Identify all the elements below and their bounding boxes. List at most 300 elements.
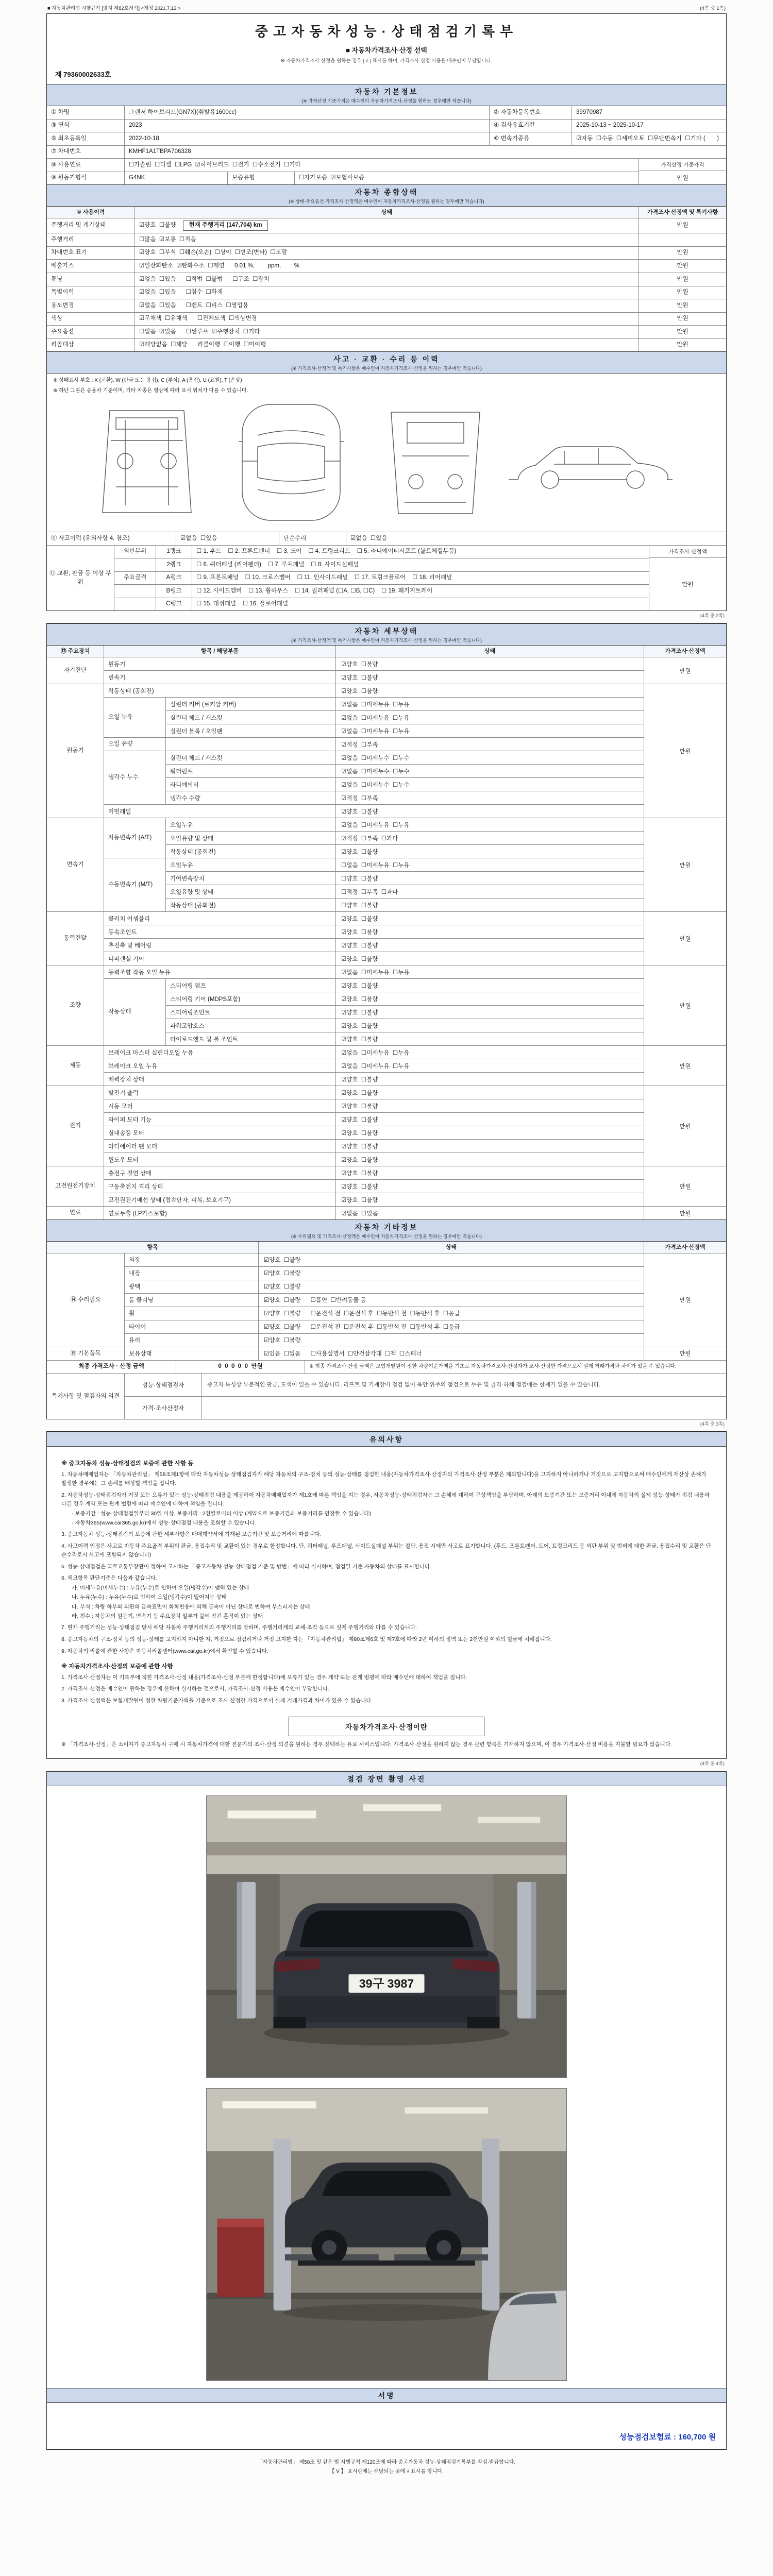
final-price-row	[47, 1360, 726, 1374]
overall-row	[47, 246, 726, 260]
other-group	[47, 1347, 726, 1360]
detail-item-state: ☑양호 ☐불량	[341, 1157, 378, 1163]
overall-row-state	[135, 313, 638, 326]
overall-state-text: ☑해당없음 ☐해당 리콜이행 ☐이행 ☐미이행	[139, 342, 266, 348]
notice-subitem-text: 가. 미세누유(미세누수) : 누유(누수)로 인하여 오일(냉각수)이 맺혀 있는 상태	[72, 1585, 249, 1591]
overall-row-price: 만원	[638, 247, 726, 260]
detail-row	[166, 764, 644, 777]
overall-state-text: ☑양호 ☐불량	[139, 222, 176, 229]
detail-row	[166, 818, 644, 831]
detail-item-state: ☑양호 ☐불량	[341, 1103, 378, 1110]
detail-group-price: 만원	[644, 1046, 726, 1086]
base-price-value: 만원	[677, 175, 688, 182]
detail-row	[104, 1139, 644, 1153]
opinion-inspector-label: 성능·상태점검자	[125, 1374, 202, 1396]
overall-condition-table	[47, 207, 726, 351]
car-top-view-diagram	[214, 399, 368, 526]
detail-group	[47, 911, 726, 965]
other-subgroup	[125, 1347, 644, 1360]
notice-item	[61, 1673, 712, 1682]
overall-row-label: 리콜대상	[51, 342, 74, 348]
overall-row-price: 만원	[638, 299, 726, 312]
other-item-state: ☑양호 ☐불량	[264, 1270, 301, 1277]
section-basic-info-note: (※ 가격산정 기준가격은 매수인이 자동차가격조사·산정을 원하는 경우에만 적습니다)	[301, 98, 472, 104]
detail-item-state: ☑양호 ☐불량	[341, 1143, 378, 1150]
detail-group-price: 만원	[644, 1086, 726, 1166]
detail-row	[104, 1046, 644, 1059]
other-rows	[125, 1347, 644, 1360]
base-price-label: 가격산정 기준가격	[639, 159, 726, 171]
panel-items: ☐ 6. 쿼터패널 (리어펜더) ☐ 7. 루프패널 ☐ 8. 사이드실패널	[192, 558, 649, 571]
detail-subgroup-label: 오일 유량	[104, 738, 166, 751]
panel-rank-label: B랭크	[156, 585, 192, 598]
exchange-repair-row	[114, 558, 649, 571]
detail-item-state: ☑없음 ☐미세누유 ☐누유	[341, 715, 410, 721]
notice-item-text: 2. 자동차성능·상태점검자가 거짓 또는 오류가 있는 성능·상태점검 내용을 제공하여 자동차매매업자가 제1호에 따른 책임을 지는 경우, 자동차성능·상태점검자는 그 손해에 대하여 구상책임을 부담하며, 아래의 보증기간 또는 보증거리 이내에 자동차의 실제 성능·상태가 점검 내용과 다른 경우 계약 또는 관계 법령에 따라 매수인에 대하여 책임을 집니다.	[61, 1492, 710, 1507]
detail-item-state: ☑없음 ☐미세누유 ☐누유	[341, 1049, 410, 1056]
notice-items	[61, 1673, 712, 1705]
detail-header-system: ⑬ 주요장치	[47, 646, 104, 657]
detail-row	[166, 979, 644, 992]
detail-subgroups	[104, 912, 644, 965]
detail-item-state: ☑없음 ☐미세누수 ☐누수	[341, 782, 410, 788]
overall-row-state	[135, 286, 638, 299]
detail-row	[104, 1099, 644, 1112]
detail-item-label: 오일누유	[166, 818, 336, 831]
opinion-title: 특기사항 및 점검자의 의견	[52, 1393, 120, 1399]
detail-row	[166, 858, 644, 871]
opinion-inspector-text: 중고차 특성상 부분적인 판금, 도색이 있을 수 있습니다. 리프트 및 기계장비 점검 없이 육안 위주의 점검으로 누유 및 골격·하체 점검에는 한계가 있을 수 있습니다.	[207, 1382, 601, 1388]
basic-info-table	[47, 106, 726, 158]
basic-row-fuel	[47, 159, 638, 172]
overall-row-state	[135, 339, 638, 352]
other-item-label: 유리	[125, 1334, 259, 1347]
detail-row	[104, 657, 644, 670]
footer-line-2: 【 V 】 표시란에는 해당되는 곳에 √ 표시를 합니다.	[329, 2468, 444, 2475]
detail-item-label: 작동상태 (공회전)	[166, 899, 336, 911]
detail-rows	[104, 1086, 644, 1166]
document-number: 제 79360002633호	[55, 71, 111, 78]
detail-item-state: ☑없음 ☐미세누수 ☐누수	[341, 755, 410, 761]
other-group-name: ⑮ 기본품목	[70, 1350, 101, 1357]
simple-repair-state: ☑없음 ☐있음	[346, 532, 726, 545]
overall-row-state	[135, 326, 638, 338]
overall-state-text: ☑없음 ☐있음 ☐적법 ☐불법 ☐구조 ☐장치	[139, 276, 270, 282]
detail-rows	[104, 1166, 644, 1206]
overall-state-text: ☑없음 ☐있음 ☐침수 ☐화재	[139, 289, 223, 296]
detail-item-state: ☑양호 ☐불량	[341, 916, 378, 922]
detail-item-state: ☑양호 ☐불량	[341, 1036, 378, 1043]
detail-group-name: 조향	[69, 1002, 81, 1009]
footer-line-1: 「자동차관리법」 제58조 및 같은 법 시행규칙 제120조에 따라 중고자동차 성능·상태점검기록부를 작성·발급합니다.	[257, 2459, 516, 2465]
exchange-repair-table	[47, 545, 726, 611]
detail-subgroup-label: 자동변속기 (A/T)	[104, 818, 166, 858]
notice-subitem-text: - 보증기간 : 성능·상태점검일부터 30일 이상, 보증거리 : 2천킬로미터 이상 (계약으로 보증기간과 보증거리를 연장할 수 있습니다)	[72, 1510, 372, 1517]
exchange-repair-row	[114, 546, 649, 558]
vehicle-name-value: 그랜저 하이브리드(GN7X)(휘발유1600cc)	[124, 106, 489, 119]
detail-group-name: 변속기	[66, 861, 84, 868]
overall-row-state	[135, 260, 638, 273]
detail-rows	[104, 657, 644, 684]
detail-item-label: 오일유량 및 상태	[166, 885, 336, 898]
other-row	[125, 1253, 644, 1266]
warranty-type-label: 보증유형	[227, 172, 294, 185]
detail-rows	[166, 751, 644, 804]
overall-row-state	[135, 233, 638, 246]
other-header-state: 상태	[258, 1242, 644, 1253]
law-reference: ■ 자동차관리법 시행규칙 [별지 제82호서식] <개정 2021.7.13.>	[47, 6, 181, 11]
detail-group-name: 원동기	[66, 748, 84, 754]
detail-row	[166, 710, 644, 724]
detail-item-state: ☑적정 ☐부족	[341, 795, 378, 802]
notice-section	[61, 1459, 712, 1655]
notice-subitem-text: 라. 침수 : 자동차의 원동기, 변속기 등 주요장치 일부가 물에 잠긴 흔적이 있는 상태	[72, 1613, 263, 1619]
detail-item-label: 타이로드엔드 및 볼 조인트	[166, 1032, 336, 1045]
panel-rank-label: 1랭크	[156, 546, 192, 558]
detail-group-price: 만원	[644, 1207, 726, 1219]
damage-code-legend: ※ 상태표시 부호 : X (교환), W (판금 또는 용접), C (부식), A (흠집), U (요철), T (손상)	[53, 378, 242, 384]
overall-row-label: 주행거리	[51, 236, 74, 243]
detail-item-state: ☑없음 ☐미세누유 ☐누유	[341, 969, 410, 976]
accident-history-row	[47, 532, 726, 545]
document-topline	[46, 3, 727, 13]
notice-item	[61, 1530, 712, 1539]
basic-row-name	[47, 106, 726, 119]
overall-row-price: 만원	[638, 326, 726, 338]
panel-items: ☐ 15. 대쉬패널 ☐ 16. 플로어패널	[192, 598, 649, 611]
notice-item	[61, 1470, 712, 1488]
detail-header-state: 상태	[335, 646, 644, 657]
detail-item-label: 라디에이터	[166, 778, 336, 791]
detail-subgroup	[104, 737, 644, 751]
page-3-block	[46, 1431, 727, 1758]
detail-row	[104, 1086, 644, 1099]
overall-row-label: 차대번호 표기	[51, 249, 87, 256]
transmission-value: ☑자동 ☐수동 ☐세미오토 ☐무단변속기 ☐기타 ( )	[572, 132, 726, 145]
detail-row	[104, 1166, 644, 1179]
vehicle-name-label: ① 차명	[51, 109, 70, 115]
notice-item-text: 9. 자동차의 리콜에 관한 사항은 자동차리콜센터(www.car.go.kr)에서 확인할 수 있습니다.	[61, 1648, 268, 1654]
detail-group-price: 만원	[644, 657, 726, 684]
detail-header-price: 가격조사·산정액	[644, 646, 726, 657]
other-header-row	[47, 1242, 726, 1253]
overall-row-state	[135, 273, 638, 286]
overall-header-state: 상태	[135, 207, 638, 218]
detail-subgroup	[104, 1207, 644, 1219]
detail-group	[47, 1206, 726, 1219]
panel-group-label: 외판부위	[123, 548, 147, 555]
detail-group-name: 전기	[69, 1123, 81, 1129]
detail-row	[166, 1019, 644, 1032]
overall-row	[47, 299, 726, 312]
overall-header-usage: ⑩ 사용이력	[47, 207, 135, 218]
overall-row-price	[638, 233, 726, 246]
notice-item-text: 6. 체크항목 판단기준은 다음과 같습니다.	[61, 1575, 157, 1582]
panel-rank-label: A랭크	[156, 572, 192, 585]
notice-item	[61, 1697, 712, 1705]
detail-item-label: 와이퍼 모터 기능	[104, 1113, 336, 1126]
other-row	[125, 1293, 644, 1307]
opinion-row-inspector	[125, 1374, 726, 1396]
detail-subgroups	[104, 965, 644, 1045]
section-overall-note: (※ 상태·주요옵션·가격조사·산정액은 매수인이 자동차가격조사·산정을 원하는 경우에만 적습니다)	[289, 199, 484, 205]
inspection-insurance-fee: 성능점검보험료 : 160,700 원	[619, 2432, 716, 2442]
detail-subgroups	[104, 1086, 644, 1166]
detail-group	[47, 1086, 726, 1166]
detail-row	[166, 777, 644, 791]
detail-item-state: ☑양호 ☐불량	[341, 1090, 378, 1096]
base-price-box	[638, 159, 726, 184]
overall-row-label: 용도변경	[51, 302, 74, 309]
section-detail-note: (※ 가격조사·산정액 및 특기사항은 매수인이 자동차가격조사·산정을 원하는 경우에만 적습니다)	[291, 638, 482, 643]
detail-rows	[104, 912, 644, 965]
detail-row	[166, 751, 644, 764]
detail-item-state: ☑양호 ☐불량	[341, 1183, 378, 1190]
overall-row-label: 주요옵션	[51, 328, 74, 335]
notice-item-text: 1. 자동차매매업자는 「자동차관리법」 제58조제1항에 따라 자동차성능·상태점검자가 해당 자동차의 구조·장치 등의 성능·상태를 점검한 내용(자동차가격조사·산정자의 가격조사·산정 부분은 제외합니다)을 고지하지 아니하거나 거짓으로 고지함으로써 매수인에게 재산상 손해가 발생한 경우에는 그 손해를 배상할 책임을 집니다.	[61, 1471, 707, 1487]
overall-header-row	[47, 207, 726, 218]
detail-group-name: 동력전달	[63, 935, 87, 942]
engine-type-value: G4NK	[124, 172, 227, 185]
notice-items	[61, 1470, 712, 1655]
detail-group-price: 만원	[644, 912, 726, 965]
fuel-value: ☐가솔린 ☐디젤 ☐LPG ☑하이브리드 ☐전기 ☐수소전기 ☐기타	[124, 159, 638, 172]
detail-item-state: ☑없음 ☐미세누유 ☐누유	[341, 728, 410, 735]
detail-group-name: 자기진단	[63, 667, 87, 674]
first-registration-label: ⑤ 최초등록일	[51, 135, 87, 142]
detail-item-state: ☑양호 ☐불량	[341, 1197, 378, 1204]
exchange-repair-title: ⑫ 교환, 판금 등 이상 부위	[49, 570, 111, 585]
overall-row-state	[135, 247, 638, 260]
overall-row	[47, 312, 726, 326]
exchange-repair-rows	[114, 546, 649, 611]
notice-item	[61, 1491, 712, 1527]
detail-rows	[104, 1207, 644, 1219]
section-other-bar	[47, 1219, 726, 1242]
panel-items: ☐ 1. 후드 ☐ 2. 프론트펜더 ☐ 3. 도어 ☐ 4. 트렁크리드 ☐ 5. 라디에이터서포트 (볼트체결부품)	[192, 546, 649, 558]
exchange-price-label: 가격조사·산정액	[649, 546, 726, 558]
damage-legend	[47, 374, 726, 394]
transmission-label: ⑥ 변속기종류	[489, 132, 572, 145]
section-accident-bar	[47, 351, 726, 374]
detail-item-state: ☑없음 ☐미세누유 ☐누유	[341, 701, 410, 708]
detail-row	[104, 684, 644, 697]
notice-subitem-text: 다. 부식 : 차량 하부와 외판의 금속표면이 화학반응에 의해 금속이 아닌 상태로 변하여 부스러지는 상태	[72, 1603, 310, 1610]
detail-group-name: 연료	[69, 1210, 81, 1216]
page-indicator-2: (4쪽 중 2쪽)	[700, 613, 725, 619]
detail-rows	[166, 818, 644, 858]
section-notice-bar	[47, 1432, 726, 1447]
detail-item-label: 브레이크 오일 누유	[104, 1059, 336, 1072]
detail-group	[47, 965, 726, 1045]
detail-subgroup	[104, 751, 644, 804]
detail-row	[166, 1032, 644, 1045]
overall-row-label: 튜닝	[51, 276, 63, 282]
other-item-state: ☑양호 ☐불량 ☐운전석 전 ☐운전석 후 ☐동반석 전 ☐동반석 후 ☐응급	[264, 1311, 460, 1317]
notice-section	[61, 1662, 712, 1705]
notice-item-text: 3. 가격조사·산정액은 보험개발원이 정한 차량기준가액을 기준으로 조사·산정한 가격으로서 실제 거래가격과 차이가 있을 수 있습니다.	[61, 1698, 373, 1704]
overall-row	[47, 273, 726, 286]
detail-item-state: ☑양호 ☐불량	[341, 996, 378, 1003]
inspection-period-label: ④ 검사유효기간	[489, 120, 572, 132]
odometer-reading-box: 현재 주행거리 (147,704) km	[183, 221, 267, 231]
page-4-block	[46, 1771, 727, 2450]
notice-item-text: 2. 가격조사·산정은 매수인이 원하는 경우에 한하여 실시하는 것으로서, 가격조사·산정 비용은 매수인이 부담합니다.	[61, 1686, 330, 1692]
detail-row	[166, 885, 644, 898]
other-item-label: 룸 클리닝	[125, 1294, 259, 1307]
detail-item-label: 실린더 헤드 / 개스킷	[166, 751, 336, 764]
inspection-photos	[47, 1786, 726, 2388]
detail-group	[47, 818, 726, 911]
notice-item	[61, 1563, 712, 1571]
detail-row	[166, 992, 644, 1005]
overall-row-price: 만원	[638, 273, 726, 286]
exchange-repair-row	[114, 598, 649, 611]
detail-subgroups	[104, 684, 644, 818]
notice-section-heading: ※ 자동차가격조사·산정의 보증에 관한 사항	[61, 1663, 173, 1670]
photo-rear-view-image	[207, 1796, 566, 2077]
notice-subitem-text: - 자동차365(www.car365.go.kr)에서 성능·상태점검 내용을 조회할 수 있습니다.	[72, 1519, 257, 1526]
notice-item-text: 1. 가격조사·산정자는 이 기록부에 적힌 가격조사·산정 내용(가격조사·산정 부분에 한정합니다)에 오류가 있는 경우 계약 또는 관계 법령에 따라 매수인에 대하여 책임을 집니다.	[61, 1674, 467, 1681]
detail-subgroup	[104, 1166, 644, 1206]
overall-row-state	[135, 299, 638, 312]
detail-item-label: 실린더 커버 (로커암 커버)	[166, 698, 336, 710]
other-item-label: 내장	[125, 1267, 259, 1280]
overall-row	[47, 218, 726, 233]
accident-history-label: ⑪ 사고이력 (유의사항 4. 참조)	[51, 535, 130, 541]
detail-row	[166, 698, 644, 710]
overall-row-label: 색상	[51, 315, 63, 322]
detail-item-state: ☑양호 ☐불량	[341, 1130, 378, 1137]
detail-item-label: 실린더 헤드 / 개스킷	[166, 711, 336, 724]
section-other-note: (※ 수리필요 및 가격조사·산정액은 매수인이 자동차가격조사·산정을 원하는 경우에만 적습니다)	[291, 1234, 482, 1240]
detail-item-state: ☑적정 ☐부족	[341, 741, 378, 748]
fuel-label: ⑧ 사용연료	[51, 161, 81, 168]
overall-state-text: ☑양호 ☐부식 ☐훼손(오손) ☐상이 ☐변조(변타) ☐도말	[139, 249, 287, 256]
section-accident-note: (※ 가격조사·산정액 및 특기사항은 매수인이 자동차가격조사·산정을 원하는 경우에만 적습니다)	[291, 366, 482, 371]
detail-item-label: 라디에이터 팬 모터	[104, 1140, 336, 1153]
detail-row	[104, 1072, 644, 1086]
detail-rows	[166, 698, 644, 737]
detail-item-label: 동력조향 작동 오일 누유	[104, 965, 336, 978]
detail-item-label: 발전기 출력	[104, 1086, 336, 1099]
document-footer	[46, 2458, 727, 2477]
notice-item-text: 5. 성능·상태점검은 국토교통부장관이 정하여 고시하는 「중고자동차 성능·상태점검 기준 및 방법」에 따라 실시하며, 점검일 기준 자동차의 상태를 표시합니다.	[61, 1563, 432, 1570]
detail-group-price: 만원	[644, 818, 726, 911]
notice-section-heading: ※ 중고자동차 성능·상태점검의 보증에 관한 사항 등	[61, 1461, 194, 1467]
detail-subgroup-label: 작동상태	[104, 979, 166, 1045]
overall-header-price: 가격조사·산정액 및 특기사항	[638, 207, 726, 218]
detail-row	[166, 791, 644, 804]
detail-row	[104, 1112, 644, 1126]
accident-history-state: ☑없음 ☐있음	[176, 532, 279, 545]
reg-number-value: 39970987	[572, 106, 726, 119]
other-row	[125, 1347, 644, 1360]
other-row	[125, 1266, 644, 1280]
opinion-appraiser-label: 가격·조사산정자	[125, 1397, 202, 1419]
detail-item-state: ☑없음 ☐미세누수 ☐누수	[341, 768, 410, 775]
detail-row	[104, 1153, 644, 1166]
other-item-state: ☑있음 ☐없음 ☐사용설명서 ☐안전삼각대 ☐잭 ☐스패너	[264, 1351, 422, 1358]
opinion-row-appraiser	[125, 1396, 726, 1419]
detail-item-state: ☑양호 ☐불량	[341, 929, 378, 936]
other-item-state: ☑양호 ☐불량	[264, 1284, 301, 1291]
detail-item-label: 등속조인트	[104, 925, 336, 938]
notice-item	[61, 1685, 712, 1693]
price-survey-definition-box: 자동차가격조사·산정이란	[289, 1717, 484, 1736]
detail-row	[104, 1059, 644, 1072]
detail-rows	[104, 684, 644, 697]
detail-group-name: 고전원전기장치	[55, 1183, 95, 1190]
panel-rank-label: 2랭크	[156, 558, 192, 571]
section-detail-title: 자동차 세부상태	[355, 627, 418, 636]
section-basic-info-title: 자동차 기본정보	[355, 88, 418, 96]
model-year-label: ③ 연식	[51, 122, 70, 129]
overall-row-label: 특별이력	[51, 289, 74, 296]
detail-item-label: 냉각수 수량	[166, 791, 336, 804]
overall-row-price: 만원	[638, 313, 726, 326]
page-2-block	[46, 623, 727, 1419]
detail-item-state: ☑양호 ☐불량	[341, 1116, 378, 1123]
notice-item	[61, 1623, 712, 1632]
detail-item-label: 스티어링 기어 (MDPS포함)	[166, 992, 336, 1005]
overall-row-price: 만원	[638, 339, 726, 352]
detail-subgroup	[104, 1046, 644, 1086]
inspection-period-value: 2025-10-13 ~ 2025-10-17	[572, 120, 726, 132]
detail-item-label: 브레이크 마스터 실린더오일 누유	[104, 1046, 336, 1059]
warranty-type-value: ☐자가보증 ☑보험사보증	[294, 172, 638, 185]
detail-subgroup	[104, 965, 644, 978]
page-indicator-3: (4쪽 중 3쪽)	[700, 1421, 725, 1427]
page-indicator-1: (4쪽 중 1쪽)	[700, 6, 726, 11]
other-group	[47, 1253, 726, 1347]
detail-item-label: 클러치 어셈블리	[104, 912, 336, 925]
detail-row	[104, 965, 644, 978]
detail-subgroup	[104, 858, 644, 911]
other-item-label: 타이어	[125, 1320, 259, 1333]
section-sign-title: 서명	[378, 2391, 395, 2400]
section-overall-title: 자동차 종합상태	[355, 188, 418, 197]
other-row	[125, 1280, 644, 1293]
detail-item-state: ☑없음 ☐있음	[341, 1210, 378, 1217]
detail-rows	[166, 738, 644, 751]
notice-item	[61, 1574, 712, 1620]
detail-item-label: 디퍼렌셜 기어	[104, 952, 336, 965]
detail-item-label: 작동상태 (공회전)	[166, 845, 336, 858]
detail-subgroup	[104, 978, 644, 1045]
overall-row	[47, 233, 726, 246]
detail-item-state: ☑적정 ☐부족 ☐과다	[341, 835, 398, 842]
detail-row	[104, 1207, 644, 1219]
detail-item-label: 오일유량 및 상태	[166, 832, 336, 844]
detail-subgroups	[104, 818, 644, 911]
notice-subitem-text: 나. 누유(누수) : 누유(누수)로 인하여 오일(냉각수)이 떨어지는 상태	[72, 1594, 227, 1601]
final-price-label: 최종 가격조사 · 산정 금액	[78, 1363, 144, 1370]
other-group-price: 만원	[644, 1347, 726, 1360]
detail-subgroups	[104, 1046, 644, 1086]
other-header-item: 항목	[47, 1242, 258, 1253]
detail-item-state: ☐적정 ☐부족 ☐과다	[341, 889, 398, 895]
notice-item	[61, 1635, 712, 1644]
exchange-price-box	[649, 546, 726, 611]
detail-item-label: 고전원전기배선 상태 (접속단자, 피복, 보호기구)	[104, 1193, 336, 1206]
other-group-name: ⑭ 수리필요	[70, 1297, 101, 1303]
price-survey-select-label: ■ 자동차가격조사·산정 선택	[346, 46, 427, 54]
detail-row	[104, 925, 644, 938]
inspector-opinion-box	[47, 1373, 726, 1419]
detail-item-label: 워터펌프	[166, 765, 336, 777]
detail-item-state: ☑없음 ☐미세누유 ☐누유	[341, 822, 410, 828]
